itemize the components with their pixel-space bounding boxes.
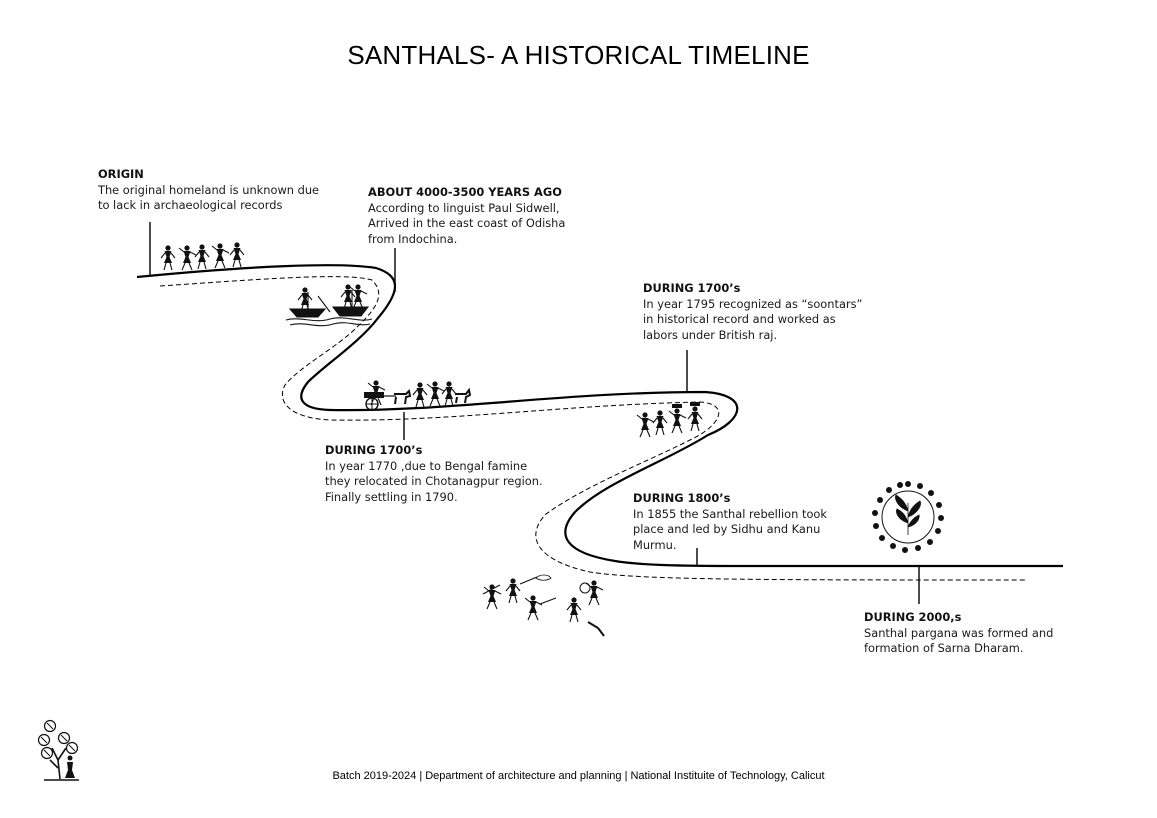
event-1855 [633, 491, 827, 553]
timeline-path-solid [137, 265, 1063, 566]
origin-figures-illustration [161, 242, 244, 270]
event-text: Santhal pargana was formed and formation of Sarna Dharam. [864, 625, 1054, 655]
event-heading: DURING 1800’s [633, 491, 731, 505]
event-heading: DURING 1700’s [325, 443, 423, 457]
footer-credit: Batch 2019-2024 | Department of architecture and planning | National Instituite of Technology, Calicut [332, 770, 825, 782]
rebellion-figures-illustration [483, 575, 604, 636]
sarna-circle-motif [872, 481, 944, 553]
event-origin [98, 167, 319, 214]
event-text: In 1855 the Santhal rebellion took place and led by Sidhu and Kanu Murmu. [633, 506, 827, 552]
event-text: The original homeland is unknown due to lack in archaeological records [98, 182, 320, 212]
event-heading: ORIGIN [98, 167, 144, 181]
event-heading: DURING 1700’s [643, 281, 741, 295]
event-text: In year 1795 recognized as “soontars” in historical record and worked as labors under British raj. [643, 296, 863, 342]
event-heading: ABOUT 4000-3500 YEARS AGO [368, 185, 562, 199]
event-text: According to linguist Paul Sidwell, Arrived in the east coast of Odisha from Indochina. [368, 200, 566, 246]
event-text: In year 1770 ,due to Bengal famine they relocated in Chotanagpur region. Finally settling in 1790. [325, 458, 543, 504]
labor-figures-illustration [637, 402, 702, 437]
page-title: SANTHALS- A HISTORICAL TIMELINE [347, 40, 810, 70]
event-heading: DURING 2000,s [864, 610, 962, 624]
event-2000 [864, 610, 1053, 657]
event-about-4000-years [368, 185, 565, 247]
timeline-path-dashed [160, 277, 1025, 580]
event-1770 [325, 443, 543, 505]
event-1795 [643, 281, 862, 343]
